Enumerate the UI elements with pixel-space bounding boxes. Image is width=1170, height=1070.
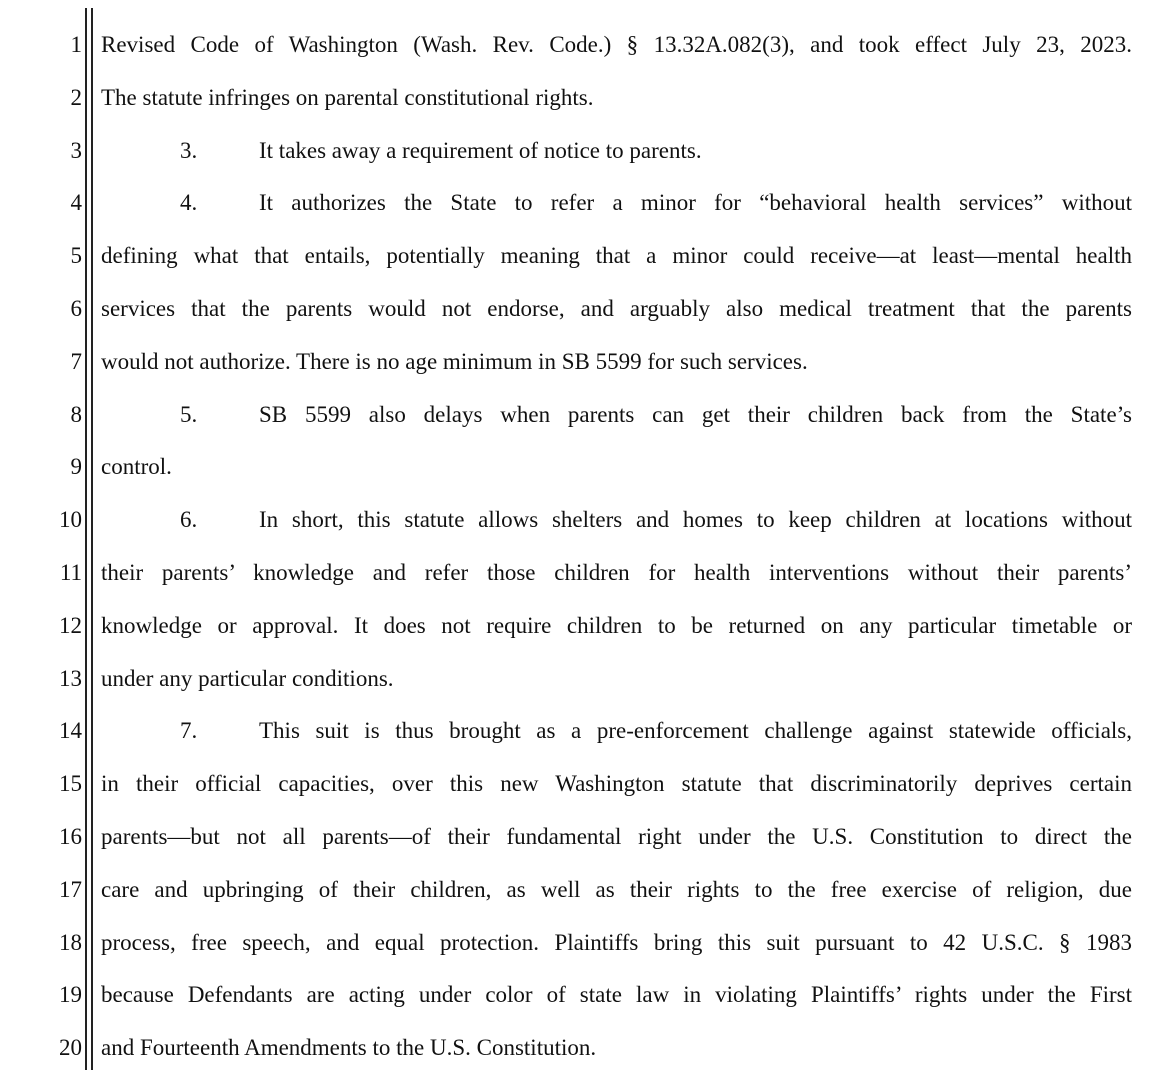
text-line: because Defendants are acting under color of state law in violating Plaintiffs’ rights under the First <box>101 982 1132 1008</box>
paragraph-text: This suit is thus brought as a pre-enforcement challenge against statewide officials, <box>259 718 1132 744</box>
margin-rule-outer <box>85 8 87 1070</box>
line-number: 10 <box>59 507 82 533</box>
line-number: 1 <box>70 32 82 57</box>
text-line: parents—but not all parents—of their fundamental right under the U.S. Constitution to direct the <box>101 824 1132 849</box>
line-number: 19 <box>59 982 82 1008</box>
line-number: 11 <box>59 560 82 585</box>
text-line: services that the parents would not endorse, and arguably also medical treatment that the parents <box>101 296 1132 321</box>
text-line: their parents’ knowledge and refer those children for health interventions without their parents’ <box>101 560 1132 585</box>
paragraph-text: It authorizes the State to refer a minor for “behavioral health services” without <box>259 190 1132 216</box>
line-number: 5 <box>70 243 82 269</box>
line-number: 12 <box>59 612 82 638</box>
text-line <box>101 505 1132 535</box>
paragraph-number: 3. <box>180 137 198 163</box>
line-number: 2 <box>70 84 82 110</box>
paragraph-text: It takes away a requirement of notice to parents. <box>259 137 702 163</box>
text-line: under any particular conditions. <box>101 665 394 691</box>
text-line: The statute infringes on parental constitutional rights. <box>101 84 594 110</box>
text-line: in their official capacities, over this new Washington statute that discriminatorily deprives certain <box>101 771 1132 797</box>
line-number: 17 <box>59 876 82 902</box>
text-line: defining what that entails, potentially meaning that a minor could receive—at least—mental health <box>101 243 1132 269</box>
line-number: 7 <box>70 348 82 374</box>
margin-rule-inner <box>91 8 93 1070</box>
text-line <box>101 188 1132 218</box>
line-number: 9 <box>70 454 82 480</box>
text-line: care and upbringing of their children, as well as their rights to the free exercise of religion, due <box>101 876 1132 902</box>
text-line <box>101 136 1132 166</box>
paragraph-number: 5. <box>180 401 198 427</box>
line-number: 14 <box>59 718 82 744</box>
text-line <box>101 716 1132 746</box>
line-number: 3 <box>70 137 82 163</box>
paragraph-number: 7. <box>180 718 198 744</box>
paragraph-number: 4. <box>180 190 198 216</box>
text-line: control. <box>101 454 172 480</box>
paragraph-text: In short, this statute allows shelters and homes to keep children at locations without <box>259 507 1132 533</box>
line-number: 18 <box>59 929 82 955</box>
paragraph-number: 6. <box>180 507 198 533</box>
text-line: Revised Code of Washington (Wash. Rev. Code.) § 13.32A.082(3), and took effect July 23, 2023. <box>101 32 1132 57</box>
line-number: 8 <box>70 401 82 427</box>
line-number: 20 <box>59 1035 82 1061</box>
line-number: 6 <box>70 296 82 321</box>
line-number: 16 <box>59 824 82 849</box>
line-number: 15 <box>59 771 82 797</box>
text-line: process, free speech, and equal protection. Plaintiffs bring this suit pursuant to 42 U.S.C. § 1983 <box>101 929 1132 955</box>
text-line: knowledge or approval. It does not require children to be returned on any particular timetable or <box>101 612 1132 638</box>
text-line <box>101 400 1132 430</box>
text-line: would not authorize. There is no age minimum in SB 5599 for such services. <box>101 348 808 374</box>
line-number: 4 <box>70 190 82 216</box>
text-line: and Fourteenth Amendments to the U.S. Constitution. <box>101 1035 597 1061</box>
line-number: 13 <box>59 665 82 691</box>
paragraph-text: SB 5599 also delays when parents can get their children back from the State’s <box>259 401 1132 427</box>
